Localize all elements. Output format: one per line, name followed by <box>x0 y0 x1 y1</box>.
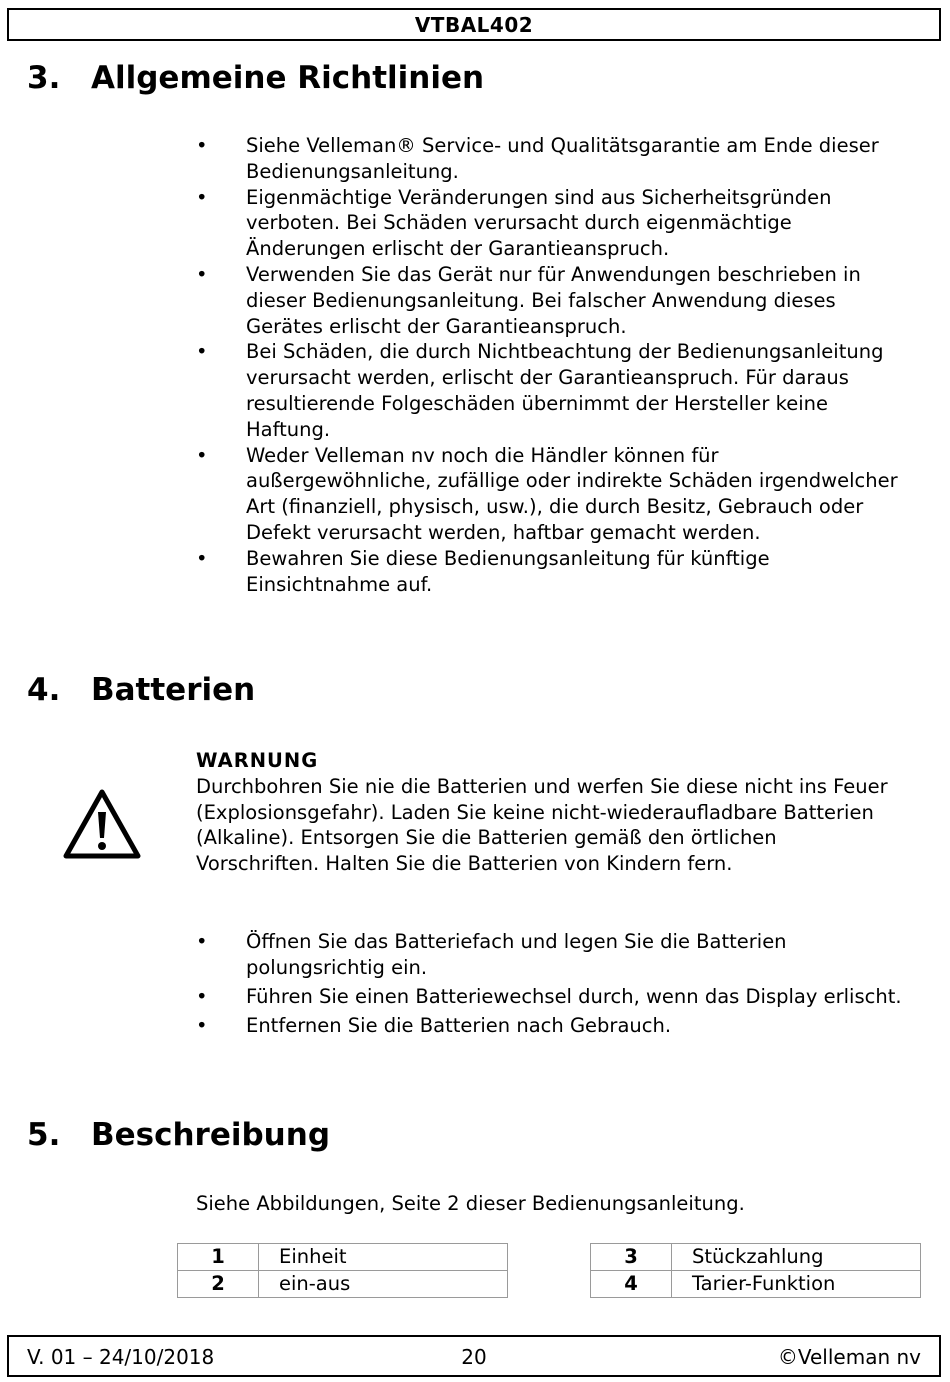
part-label: Stückzahlung <box>672 1244 921 1271</box>
warning-triangle-icon <box>62 788 142 860</box>
page-header <box>7 8 941 41</box>
header-title: VTBAL402 <box>414 13 534 37</box>
table-row <box>591 1244 921 1271</box>
parts-table-left <box>177 1243 508 1298</box>
section-4-number: 4. <box>27 672 61 708</box>
list-item: • Weder Velleman nv noch die Händler können für außergewöhnliche, zufällige oder indirekte Schäden irgendwelcher Art (finanziell, physisch, usw.), die durch Besitz, Gebrauch oder Defekt verursacht werden, haftbar gemacht werden. <box>196 443 906 546</box>
section-3-number: 3. <box>27 60 61 96</box>
part-label: Einheit <box>259 1244 508 1271</box>
warning-block <box>196 748 906 877</box>
section-5-text: Siehe Abbildungen, Seite 2 dieser Bedienungsanleitung. <box>196 1192 745 1215</box>
section-3-heading <box>27 58 484 98</box>
part-number: 1 <box>178 1244 259 1271</box>
list-item: • Bewahren Sie diese Bedienungsanleitung für künftige Einsichtnahme auf. <box>196 546 906 598</box>
part-number: 3 <box>591 1244 672 1271</box>
part-label: ein-aus <box>259 1271 508 1298</box>
section-5-heading <box>27 1115 330 1155</box>
footer-version: V. 01 – 24/10/2018 <box>27 1345 215 1369</box>
list-item: • Eigenmächtige Veränderungen sind aus Sicherheitsgründen verboten. Bei Schäden verursacht durch eigenmächtige Änderungen erlischt der Garantieanspruch. <box>196 185 906 262</box>
section-4-list <box>196 929 906 1039</box>
footer-page-number: 20 <box>461 1345 487 1369</box>
part-number: 4 <box>591 1271 672 1298</box>
page-footer <box>7 1335 941 1377</box>
part-label: Tarier-Funktion <box>672 1271 921 1298</box>
list-item: • Führen Sie einen Batteriewechsel durch, wenn das Display erlischt. <box>196 984 906 1010</box>
part-number: 2 <box>178 1271 259 1298</box>
warning-text: Durchbohren Sie nie die Batterien und werfen Sie diese nicht ins Feuer (Explosionsgefahr). Laden Sie keine nicht-wiederaufladbare Batterien (Alkaline). Entsorgen Sie die Batterien gemäß den örtlichen Vorschriften. Halten Sie die Batterien von Kindern fern. <box>196 774 888 876</box>
table-row <box>178 1271 508 1298</box>
footer-copyright: ©Velleman nv <box>777 1345 921 1369</box>
list-item: • Siehe Velleman® Service- und Qualitätsgarantie am Ende dieser Bedienungsanleitung. <box>196 133 906 185</box>
section-3-title: Allgemeine Richtlinien <box>91 60 485 96</box>
list-item: • Bei Schäden, die durch Nichtbeachtung der Bedienungsanleitung verursacht werden, erlischt der Garantieanspruch. Für daraus resultierende Folgeschäden übernimmt der Hersteller keine Haftung. <box>196 339 906 442</box>
table-row <box>591 1271 921 1298</box>
parts-table-right <box>590 1243 921 1298</box>
table-row <box>178 1244 508 1271</box>
list-item: • Entfernen Sie die Batterien nach Gebrauch. <box>196 1013 906 1039</box>
section-3-list <box>196 133 906 597</box>
section-4-title: Batterien <box>91 672 256 708</box>
list-item: • Öffnen Sie das Batteriefach und legen Sie die Batterien polungsrichtig ein. <box>196 929 906 981</box>
list-item: • Verwenden Sie das Gerät nur für Anwendungen beschrieben in dieser Bedienungsanleitung. Bei falscher Anwendung dieses Gerätes erlischt der Garantieanspruch. <box>196 262 906 339</box>
section-5-title: Beschreibung <box>91 1117 331 1153</box>
section-5-number: 5. <box>27 1117 61 1153</box>
warning-title: WARNUNG <box>196 749 319 772</box>
section-4-heading <box>27 670 255 710</box>
